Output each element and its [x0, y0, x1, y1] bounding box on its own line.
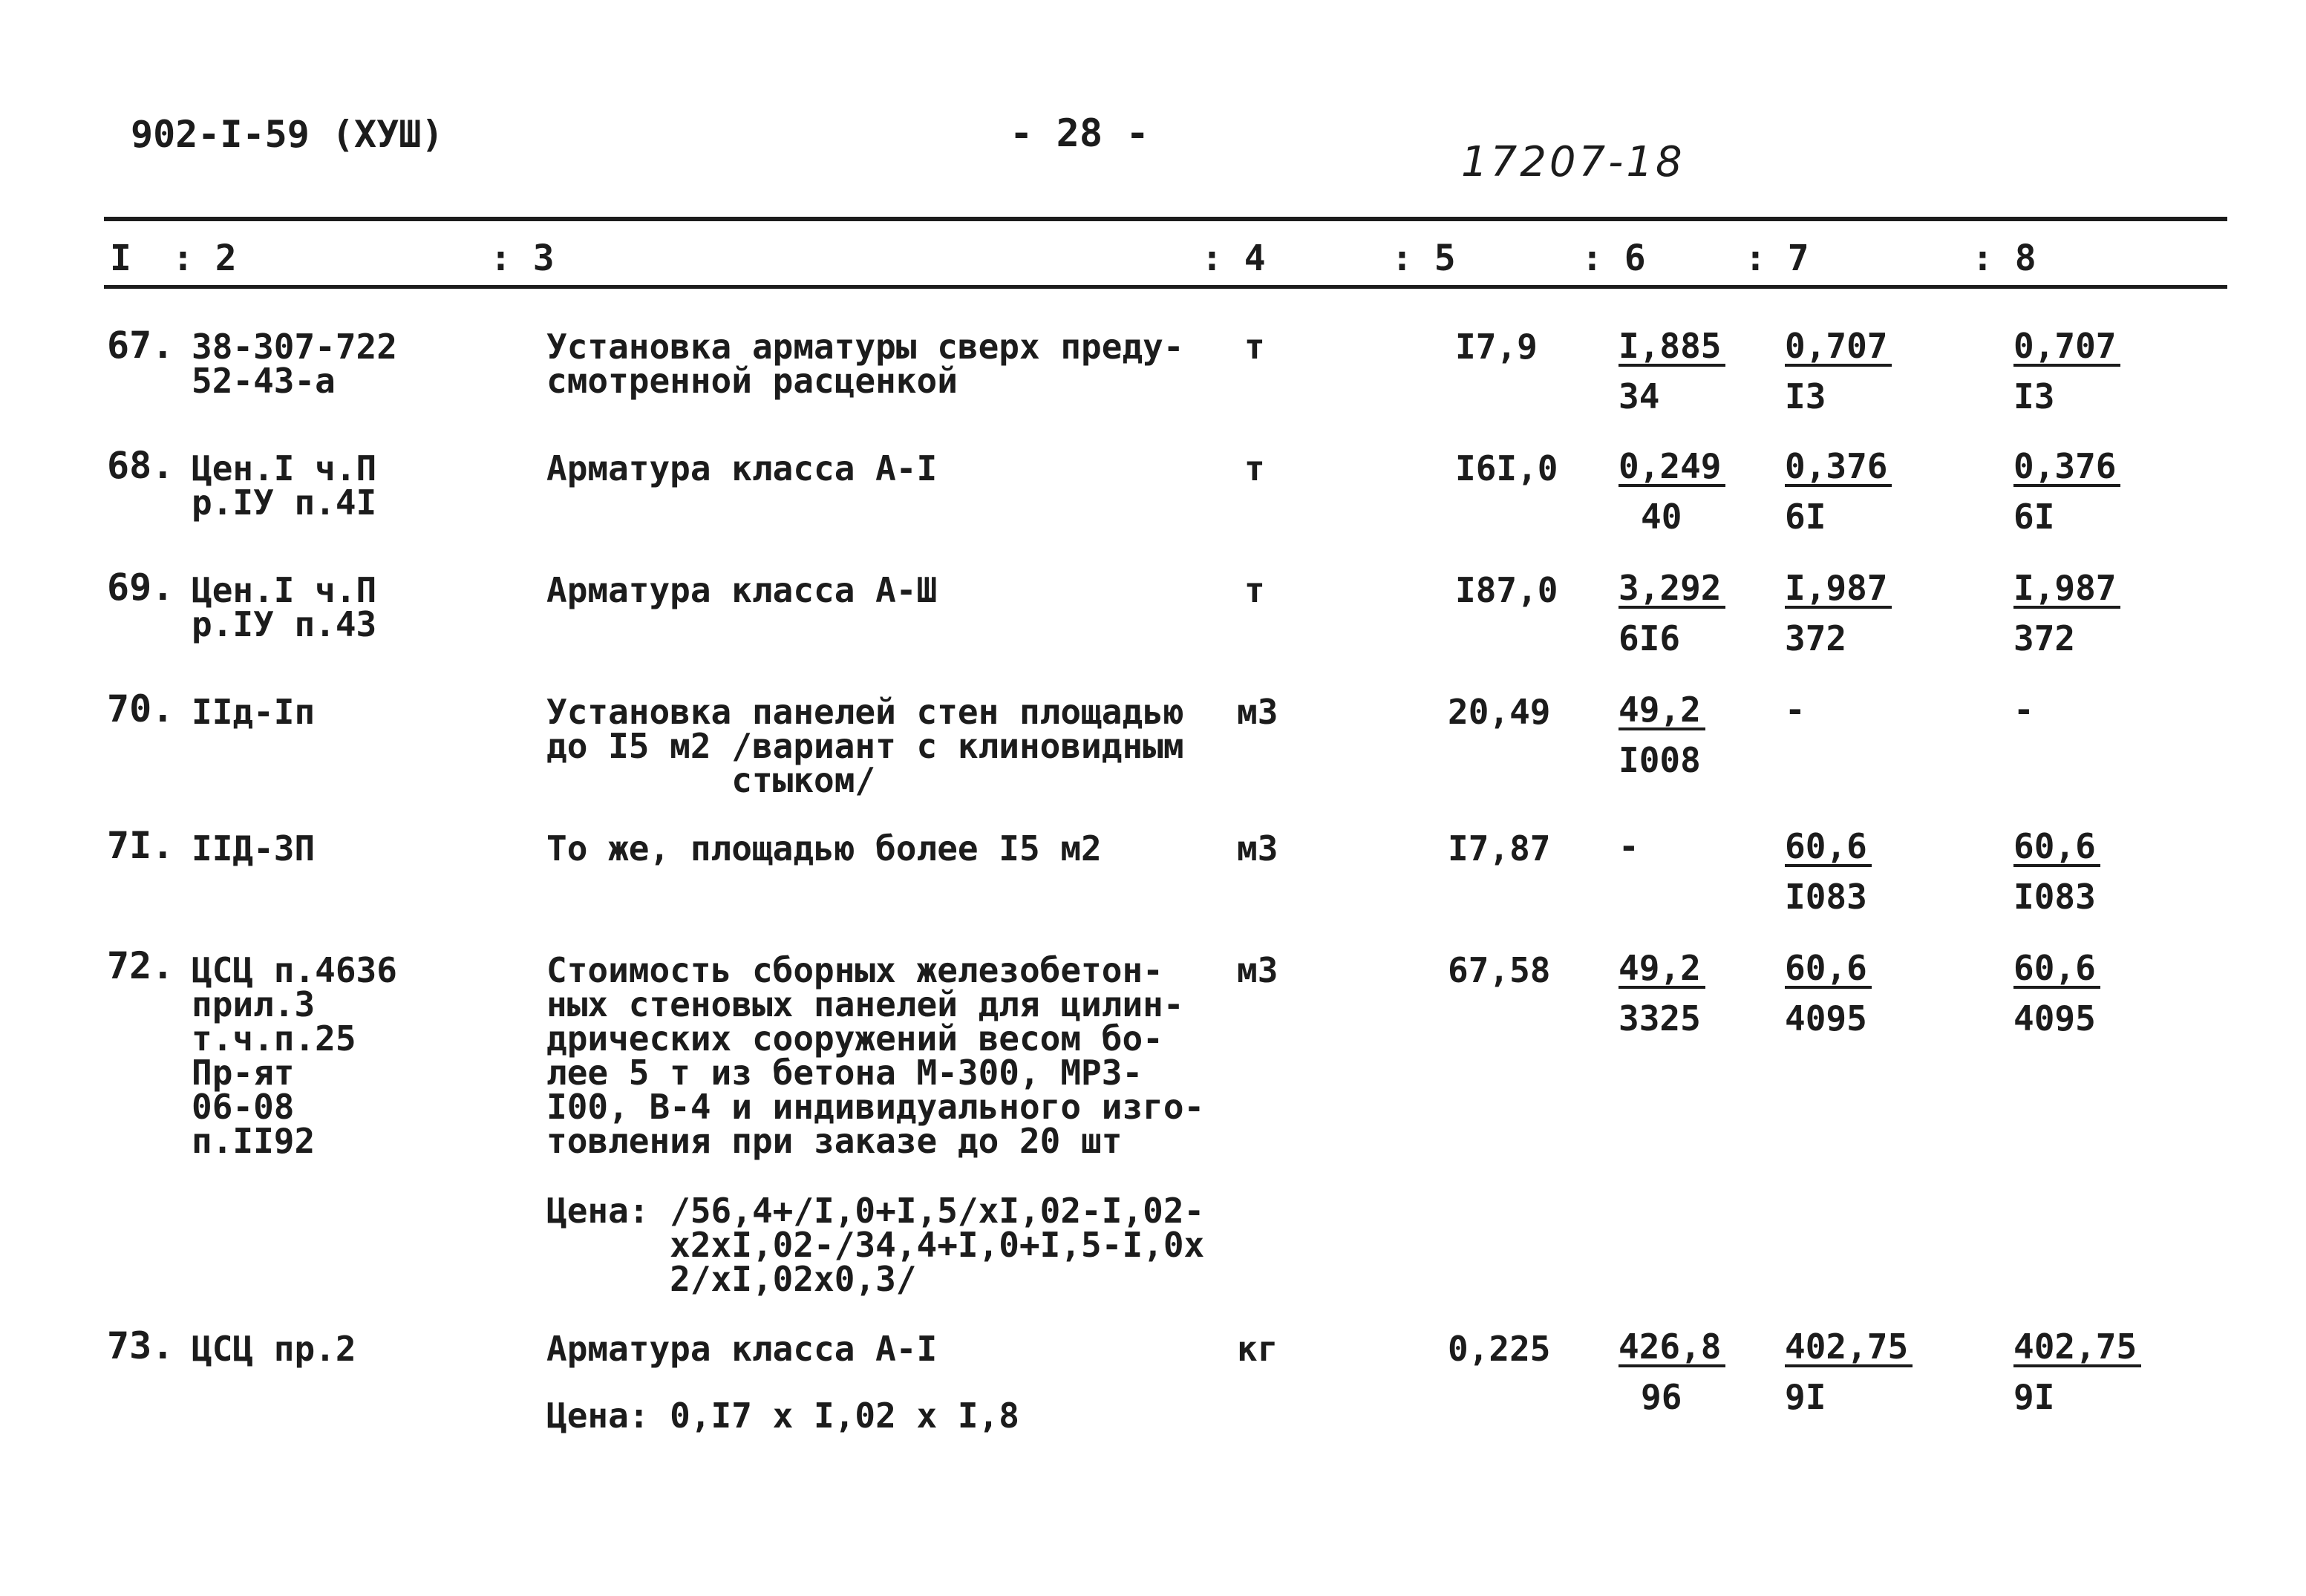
col7-subvalue: 372 [1785, 618, 1847, 658]
col6-subvalue: 34 [1619, 376, 1660, 416]
row-quantity: 20,49 [1448, 692, 1551, 732]
row-description: То же, площадью более I5 м2 [546, 828, 1102, 869]
col7-subvalue: 9I [1785, 1377, 1826, 1417]
col8-subvalue: 372 [2013, 618, 2076, 658]
col8-subvalue: I083 [2013, 877, 2096, 917]
col6-value: I,885 [1619, 326, 1722, 366]
row-unit: м3 [1237, 950, 1278, 990]
row-description: Арматура класса А-I [546, 1329, 938, 1369]
row-code: 38-307-722 52-43-a [192, 327, 397, 401]
col7-value: 60,6 [1785, 826, 1867, 866]
row-price-formula: Цена: /56,4+/I,0+I,5/хI,02-I,02- х2хI,02-/34,4+I,0+I,5-I,0х 2/хI,02х0,3/ [546, 1191, 1205, 1299]
row-quantity: 0,225 [1448, 1329, 1551, 1369]
col7-subvalue: 6I [1785, 497, 1826, 537]
col8-subvalue: 6I [2013, 497, 2055, 537]
row-code: IIд-Iп [192, 692, 316, 732]
row-quantity: I7,9 [1455, 327, 1538, 367]
row-number: 70. [107, 687, 174, 730]
row-unit: т [1244, 570, 1265, 610]
column-header-1: I [110, 238, 131, 279]
row-code: ЦСЦ п.4636 прил.3 т.ч.п.25 Пр-ят 06-08 п.II92 [192, 950, 397, 1161]
row-description: Стоимость сборных железобетон- ных стеновых панелей для цилин- дрических сооружений весом бо- лее 5 т из бетона М-300, МРЗ- I00, В-4 и индивидуального изго- товления при заказе до 20 шт [546, 950, 1205, 1161]
row-number: 7I. [107, 824, 174, 867]
row-unit: т [1244, 448, 1265, 488]
col6-subvalue: 40 [1641, 497, 1682, 537]
col8-value: I,987 [2013, 568, 2117, 608]
row-description: Установка арматуры сверх преду- смотренной расценкой [546, 327, 1184, 401]
row-description: Установка панелей стен площадью до I5 м2 /вариант с клиновидным стыком/ [546, 692, 1184, 800]
col8-value: 60,6 [2013, 948, 2096, 988]
row-unit: м3 [1237, 828, 1278, 869]
col7-subvalue: I3 [1785, 376, 1826, 416]
col6-value: 426,8 [1619, 1327, 1722, 1367]
col7-value: 60,6 [1785, 948, 1867, 988]
col6-subvalue: 96 [1641, 1377, 1682, 1417]
column-header-5: : 5 [1391, 238, 1456, 279]
col8-value: 0,707 [2013, 326, 2117, 366]
page-number: - 28 - [1010, 111, 1149, 156]
col8-value: 60,6 [2013, 826, 2096, 866]
col6-value: 3,292 [1619, 568, 1722, 608]
row-code: Цен.I ч.П р.IУ п.4I [192, 448, 377, 523]
col6-subvalue: 6I6 [1619, 618, 1681, 658]
row-quantity: I7,87 [1448, 828, 1551, 869]
col6-subvalue: 3325 [1619, 998, 1701, 1039]
top-rule [104, 217, 2227, 221]
row-unit: т [1244, 327, 1265, 367]
column-header-3: : 3 [490, 238, 555, 279]
col6-value: 0,249 [1619, 446, 1722, 486]
col7-value: - [1785, 690, 1806, 730]
col7-value: I,987 [1785, 568, 1888, 608]
column-header-4: : 4 [1201, 238, 1266, 279]
col6-subvalue: I008 [1619, 740, 1701, 780]
row-number: 73. [107, 1324, 174, 1367]
header-rule [104, 285, 2227, 289]
col6-value: 49,2 [1619, 948, 1701, 988]
column-header-7: : 7 [1745, 238, 1809, 279]
row-quantity: 67,58 [1448, 950, 1551, 990]
document-code: 902-I-59 (XУШ) [131, 113, 444, 156]
col6-value: 49,2 [1619, 690, 1701, 730]
row-description: Арматура класса А-Ш [546, 570, 938, 610]
col7-value: 0,376 [1785, 446, 1888, 486]
row-code: ЦСЦ пр.2 [192, 1329, 356, 1369]
row-code: Цен.I ч.П р.IУ п.43 [192, 570, 377, 644]
column-header-8: : 8 [1972, 238, 2036, 279]
column-header-2: : 2 [172, 238, 237, 279]
col8-subvalue: I3 [2013, 376, 2055, 416]
col8-value: 402,75 [2013, 1327, 2137, 1367]
col6-value: - [1619, 826, 1639, 866]
col8-value: - [2013, 690, 2034, 730]
row-quantity: I87,0 [1455, 570, 1558, 610]
row-unit: м3 [1237, 692, 1278, 732]
row-number: 68. [107, 444, 174, 487]
col8-subvalue: 4095 [2013, 998, 2096, 1039]
col7-subvalue: I083 [1785, 877, 1867, 917]
col7-value: 0,707 [1785, 326, 1888, 366]
row-number: 67. [107, 324, 174, 367]
col8-subvalue: 9I [2013, 1377, 2055, 1417]
row-number: 72. [107, 944, 174, 987]
row-quantity: I6I,0 [1455, 448, 1558, 488]
row-code: IIД-3П [192, 828, 316, 869]
row-unit: кг [1237, 1329, 1278, 1369]
col8-value: 0,376 [2013, 446, 2117, 486]
sheet-number: 17207-18 [1461, 138, 1685, 186]
row-description: Арматура класса А-I [546, 448, 938, 488]
row-price-formula: Цена: 0,I7 х I,02 х I,8 [546, 1396, 1019, 1436]
col7-subvalue: 4095 [1785, 998, 1867, 1039]
col7-value: 402,75 [1785, 1327, 1909, 1367]
row-number: 69. [107, 566, 174, 609]
column-header-6: : 6 [1581, 238, 1646, 279]
